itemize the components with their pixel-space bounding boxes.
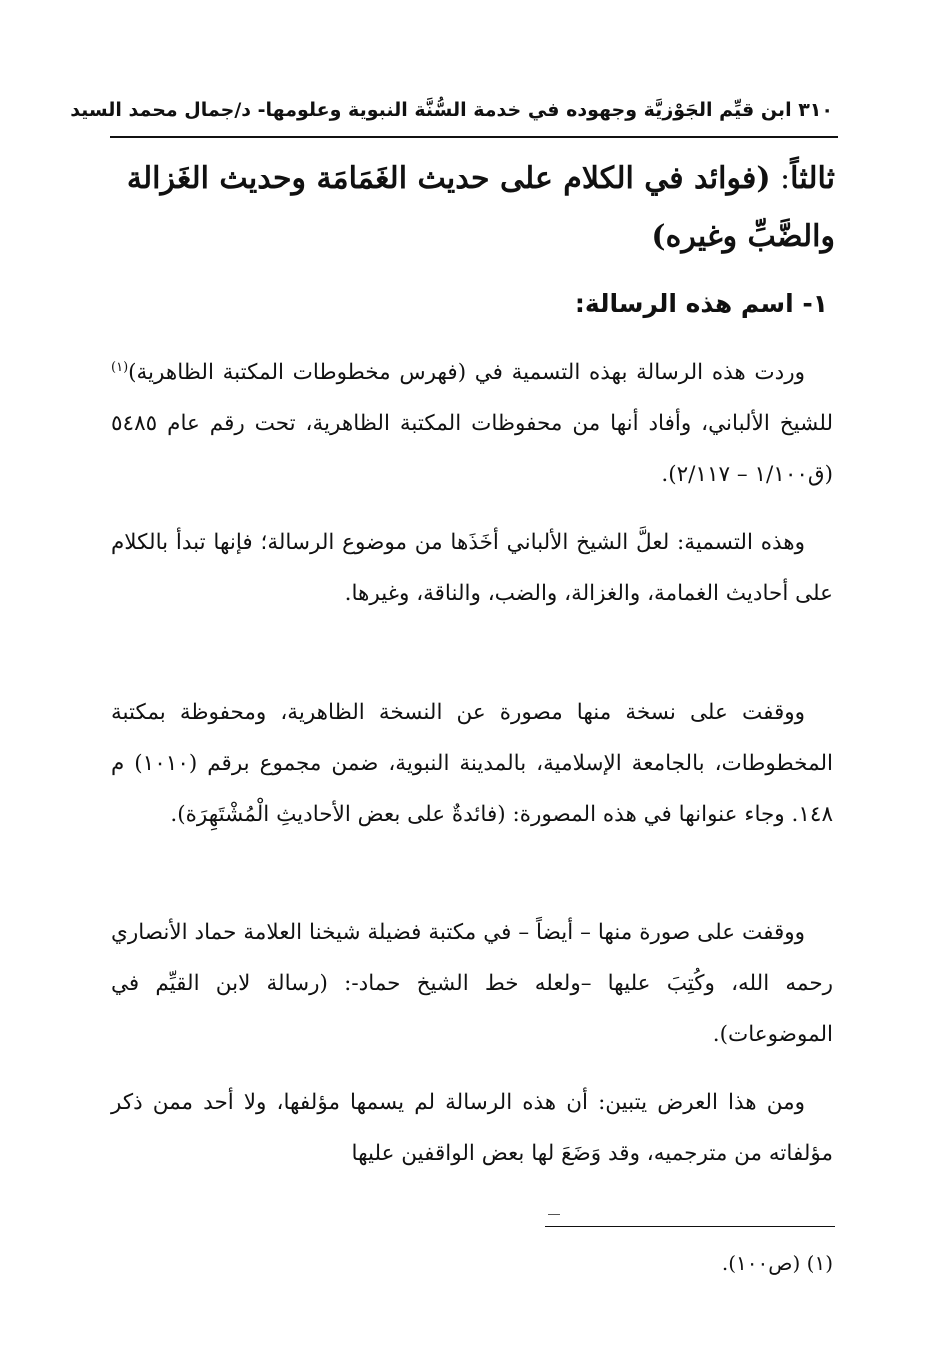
header-rule [110, 136, 838, 138]
running-head: ٣١٠ ابن قيِّم الجَوْزيَّة وجهوده في خدمة السُّنَّة النبوية وعلومها- د/جمال محمد السيد [70, 99, 833, 121]
section-title [95, 150, 835, 266]
paragraph-2: وهذه التسمية: لعلَّ الشيخ الألباني أخَذَها من موضوع الرسالة؛ فإنها تبدأ بالكلام على أحاديث الغمامة، والغزالة، والضب، والناقة، وغيرها. [111, 530, 833, 606]
footnote: (١) (ص١٠٠). [721, 1251, 833, 1275]
footnote-ref: (١) [111, 359, 129, 375]
paragraph-3: ووقفت على نسخة منها مصورة عن النسخة الظاهرية، ومحفوظة بمكتبة المخطوطات، بالجامعة الإسلامية، بالمدينة النبوية، ضمن مجموع برقم (١٠١٠) م ١٤٨. وجاء عنوانها في هذه المصورة: (فائدةٌ على بعض الأحاديثِ الْمُشْتَهِرَة). [111, 700, 833, 827]
footnote-tick [548, 1214, 560, 1215]
paragraph-1-after-ref: للشيخ الألباني، وأفاد أنها من محفوظات المكتبة الظاهرية، تحت رقم عام ٥٤٨٥ (ق١/١٠٠ – ٢/١١٧). [111, 411, 833, 487]
paragraph-1-before-ref: وردت هذه الرسالة بهذه التسمية في (فهرس مخطوطات المكتبة الظاهرية) [128, 360, 805, 385]
section-title-text: (فوائد في الكلام على حديث الغَمَامَة وحديث الغَزالة والضَّبِّ وغيره) [126, 161, 835, 254]
section-label: ثالثاً [790, 161, 835, 196]
paragraph-1 [111, 347, 833, 500]
section-label-colon: : [770, 161, 791, 196]
footnote-rule [545, 1226, 835, 1227]
paragraph-4: ووقفت على صورة منها – أيضاً – في مكتبة فضيلة شيخنا العلامة حماد الأنصاري رحمه الله، وكُتِبَ عليها –ولعله خط الشيخ حماد-: (رسالة لابن القيِّم في الموضوعات). [111, 920, 833, 1047]
subheading: ١- اسم هذه الرسالة: [574, 289, 828, 318]
paragraph-5: ومن هذا العرض يتبين: أن هذه الرسالة لم يسمها مؤلفها، ولا أحد ممن ذكر مؤلفاته من مترجميه، وقد وَضَعَ لها بعض الواقفين عليها [111, 1090, 833, 1166]
